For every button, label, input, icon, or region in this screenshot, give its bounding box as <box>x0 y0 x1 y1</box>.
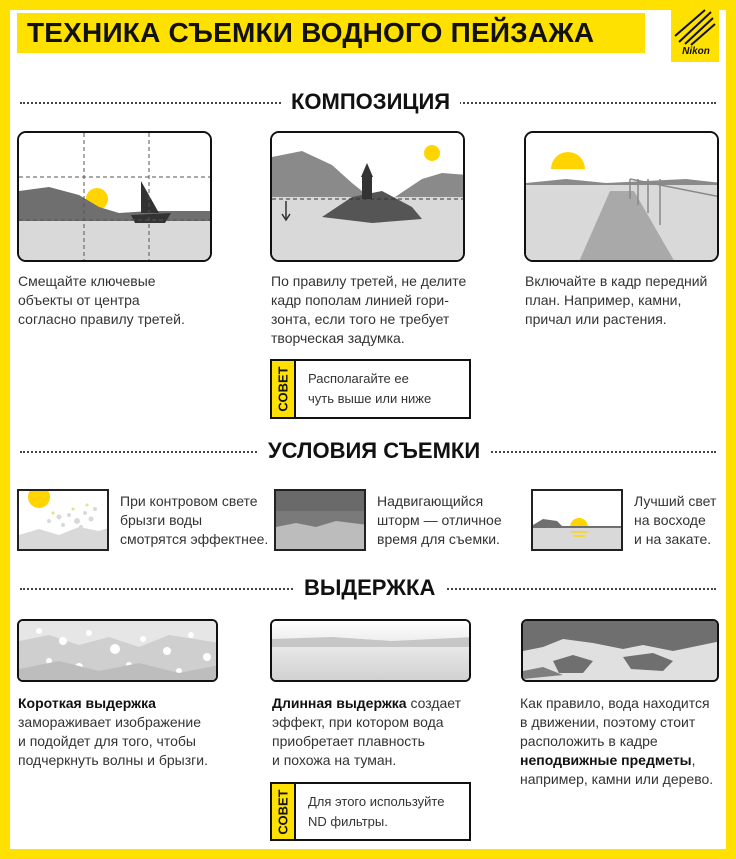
shutter-text-3 <box>520 694 730 789</box>
text-bold: неподвижные предметы <box>520 752 692 768</box>
composition-illustration-1 <box>17 131 212 262</box>
text-bold: Длинная выдержка <box>272 695 407 711</box>
shutter-tip <box>270 782 471 841</box>
text-line: Надвигающийся <box>377 493 484 509</box>
text-line: кадр пополам линией гори- <box>271 292 449 308</box>
text-line <box>18 694 238 713</box>
composition-illustration-2 <box>270 131 465 262</box>
tip-label-tab <box>272 784 296 839</box>
page-title: ТЕХНИКА СЪЕМКИ ВОДНОГО ПЕЙЗАЖА <box>17 13 645 53</box>
text-line: замораживает изображение <box>18 714 202 730</box>
logo-text: Nikon <box>682 46 710 57</box>
composition-text-3 <box>525 272 725 329</box>
text-line <box>520 751 730 770</box>
section-title-shutter: ВЫДЕРЖКА <box>294 574 445 602</box>
text-line: объекты от центра <box>18 292 140 308</box>
shutter-illustration-2 <box>270 619 471 682</box>
shutter-illustration-1 <box>17 619 218 682</box>
text-line: например, камни или дерево. <box>520 771 714 787</box>
composition-text-1 <box>18 272 218 329</box>
tip-text-line: чуть выше или ниже <box>308 391 432 406</box>
text-line: приобретает плавность <box>272 733 425 749</box>
text-line: согласно правилу третей. <box>18 311 185 327</box>
text-line: шторм — отличное <box>377 512 502 528</box>
text-line: По правилу третей, не делите <box>271 273 467 289</box>
text-line: Как правило, вода находится <box>520 695 710 711</box>
conditions-illustration-3 <box>531 489 623 551</box>
conditions-text-2 <box>377 492 517 549</box>
section-title-conditions: УСЛОВИЯ СЪЕМКИ <box>258 437 490 465</box>
text-line: подчеркнуть волны и брызги. <box>18 752 208 768</box>
tip-text-line: Располагайте ее <box>308 371 409 386</box>
text-line: творческая задумка. <box>271 330 405 346</box>
tip-label: СОВЕТ <box>275 366 291 412</box>
text-line: Включайте в кадр передний <box>525 273 708 289</box>
composition-text-2 <box>271 272 481 348</box>
conditions-illustration-2 <box>274 489 366 551</box>
nikon-logo <box>671 8 719 62</box>
shutter-illustration-3 <box>521 619 719 682</box>
text-line: в движении, поэтому стоит <box>520 714 696 730</box>
text-line: расположить в кадре <box>520 733 658 749</box>
tip-label-tab <box>272 361 296 417</box>
text-line: причал или растения. <box>525 311 667 327</box>
composition-illustration-3 <box>524 131 719 262</box>
text-line: и похожа на туман. <box>272 752 397 768</box>
conditions-text-3 <box>634 492 729 549</box>
text-line: на восходе <box>634 512 706 528</box>
text-line: эффект, при котором вода <box>272 714 444 730</box>
tip-text <box>308 792 463 832</box>
text-line: и подойдет для того, чтобы <box>18 733 196 749</box>
text-line: брызги воды <box>120 512 203 528</box>
text-line: Смещайте ключевые <box>18 273 156 289</box>
text-regular: создает <box>406 695 462 711</box>
text-line: Лучший свет <box>634 493 717 509</box>
text-bold: Короткая выдержка <box>18 695 156 711</box>
text-line: зонта, если того не требует <box>271 311 450 327</box>
text-line: и на закате. <box>634 531 712 547</box>
conditions-illustration-1 <box>17 489 109 551</box>
text-regular: , <box>691 752 696 768</box>
shutter-text-2 <box>272 694 492 770</box>
tip-text <box>308 369 463 409</box>
text-line <box>272 694 492 713</box>
text-line: время для съемки. <box>377 531 500 547</box>
tip-text-line: ND фильтры. <box>308 814 388 829</box>
composition-tip <box>270 359 471 419</box>
text-line: При контровом свете <box>120 493 258 509</box>
text-line: план. Например, камни, <box>525 292 682 308</box>
text-line: смотрятся эффектнее. <box>120 531 269 547</box>
tip-text-line: Для этого используйте <box>308 794 445 809</box>
shutter-text-1 <box>18 694 238 770</box>
tip-label: СОВЕТ <box>275 788 291 835</box>
conditions-text-1 <box>120 492 275 549</box>
section-title-composition: КОМПОЗИЦИЯ <box>281 88 460 116</box>
